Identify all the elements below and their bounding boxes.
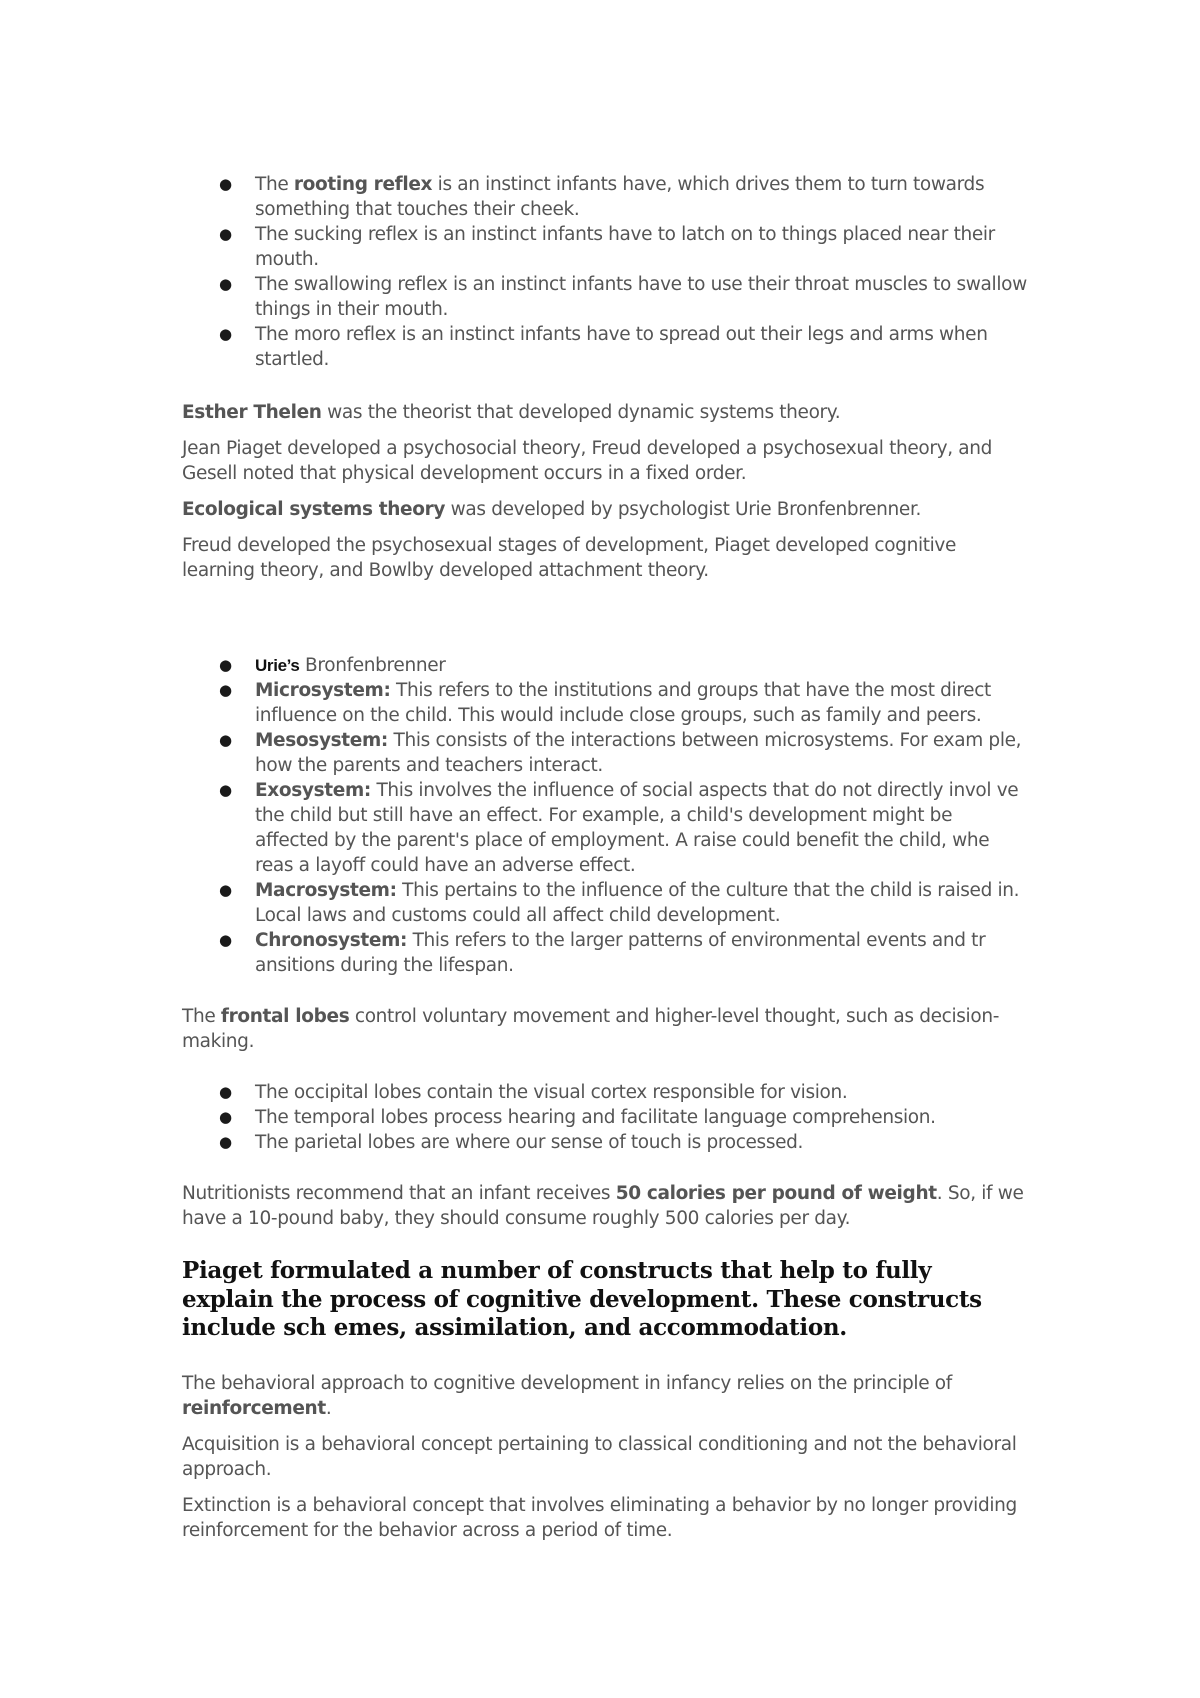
list-item: ● Macrosystem: This pertains to the influence of the culture that the child is raised in. Local laws and customs could all affect child development. — [219, 880, 1020, 926]
freud-paragraph: Freud developed the psychosexual stages of development, Piaget developed cognitive learning theory, and Bowlby developed attachment theory. — [182, 535, 957, 581]
nutrition-paragraph: Nutritionists recommend that an infant receives 50 calories per pound of weight. So, if we have a 10-pound baby, they should consume roughly 500 calories per day. — [182, 1183, 1024, 1229]
bullet-icon: ● — [219, 1133, 232, 1151]
list-item: ● The swallowing reflex is an instinct infants have to use their throat muscles to swallow things in their mouth. — [219, 274, 1027, 320]
bullet-icon: ● — [219, 325, 232, 343]
bullet-icon: ● — [219, 1083, 232, 1101]
acquisition-paragraph: Acquisition is a behavioral concept pertaining to classical conditioning and not the behavioral approach. — [182, 1433, 1017, 1480]
list-item: ● The moro reflex is an instinct infants have to spread out their legs and arms when startled. — [219, 324, 988, 370]
bullet-icon: ● — [219, 781, 232, 799]
list-item: ● Microsystem: This refers to the institutions and groups that have the most direct influence on the child. This would include close groups, such as family and peers. — [219, 680, 991, 726]
extinction-paragraph: Extinction is a behavioral concept that involves eliminating a behavior by no longer providing reinforcement for the behavior across a period of time. — [182, 1494, 1017, 1541]
bullet-icon: ● — [219, 175, 232, 193]
list-item: ● Exosystem: This involves the influence of social aspects that do not directly invol ve the child but still have an effect. For example, a child's development might be affected by the parent's place of employment. A raise could benefit the child, whe reas a layoff could have an adverse effect. — [219, 780, 1019, 876]
reflex-list — [182, 172, 1028, 372]
bullet-icon: ● — [219, 881, 232, 899]
piaget-heading: Piaget formulated a number of constructs that help to fully explain the process of cognitive development. These constructs include sch emes, assimilation, and accommodation. — [182, 1257, 982, 1341]
bullet-icon: ● — [219, 681, 232, 699]
list-item: ● The rooting reflex is an instinct infants have, which drives them to turn towards something that touches their cheek. — [219, 174, 985, 220]
bullet-icon: ● — [219, 1108, 232, 1126]
bronfenbrenner-list — [182, 653, 1028, 978]
list-item: ● The temporal lobes process hearing and facilitate language comprehension. — [219, 1107, 936, 1128]
frontal-lobes-paragraph: The frontal lobes control voluntary movement and higher-level thought, such as decision-making. — [182, 1006, 1000, 1052]
list-item: ● Mesosystem: This consists of the interactions between microsystems. For exam ple, how the parents and teachers interact. — [219, 730, 1022, 776]
thelen-paragraph: Esther Thelen was the theorist that developed dynamic systems theory. — [182, 402, 841, 423]
bullet-icon: ● — [219, 275, 232, 293]
list-item: ● Chronosystem: This refers to the larger patterns of environmental events and tr ansitions during the lifespan. — [219, 930, 986, 976]
piaget-paragraph: Jean Piaget developed a psychosocial theory, Freud developed a psychosexual theory, and Gesell noted that physical development occurs in a fixed order. — [182, 438, 993, 484]
list-item: ● The occipital lobes contain the visual cortex responsible for vision. — [219, 1082, 848, 1103]
lobes-list — [182, 1080, 1028, 1155]
list-item: ● The sucking reflex is an instinct infants have to latch on to things placed near their mouth. — [219, 224, 995, 270]
behavioral-paragraph: The behavioral approach to cognitive development in infancy relies on the principle of reinforcement. — [182, 1372, 952, 1419]
document-content — [182, 172, 1028, 1554]
bullet-icon: ● — [219, 931, 232, 949]
list-item: ● The parietal lobes are where our sense of touch is processed. — [219, 1132, 804, 1153]
bullet-icon: ● — [219, 731, 232, 749]
list-item: ● Urie’s Bronfenbrenner — [219, 655, 446, 676]
ecological-paragraph: Ecological systems theory was developed by psychologist Urie Bronfenbrenner. — [182, 499, 922, 520]
bullet-icon: ● — [219, 656, 232, 674]
bullet-icon: ● — [219, 225, 232, 243]
